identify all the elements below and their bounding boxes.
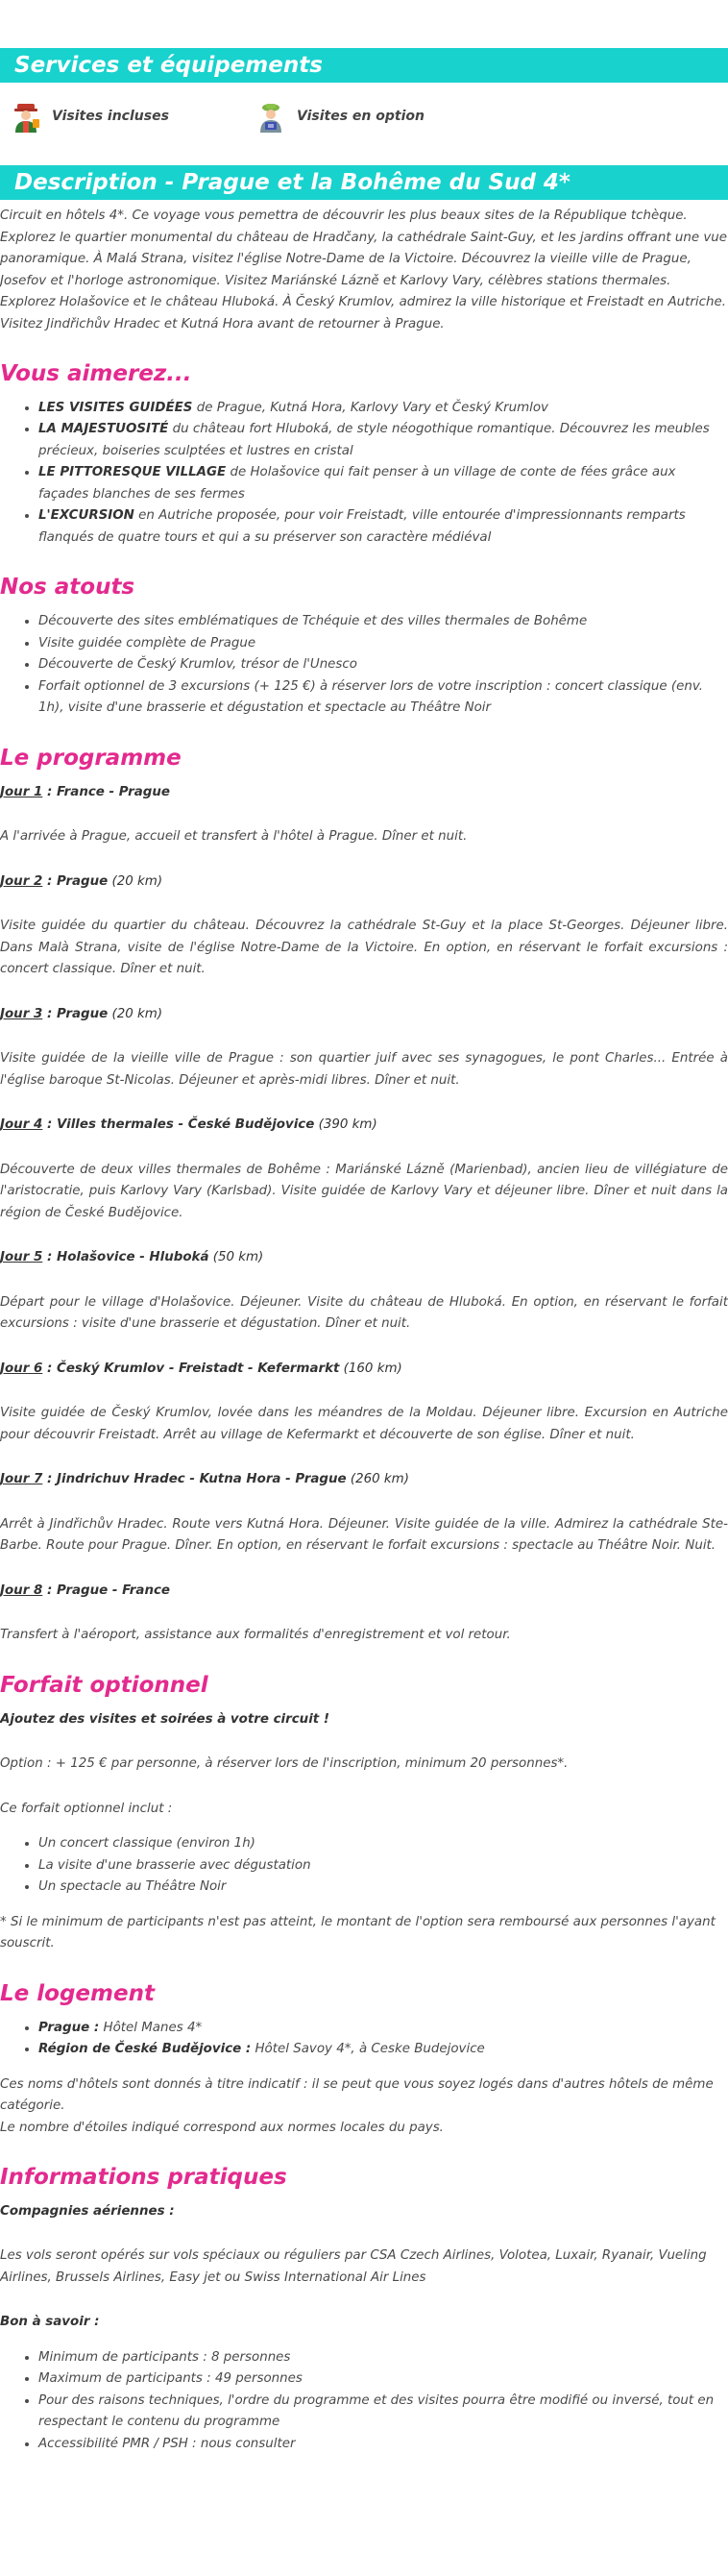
service-optional (255, 102, 485, 133)
list-item: • Découverte des sites emblématiques de Tchéquie et des villes thermales de Bohême (38, 611, 728, 633)
day-heading: Jour 3 : Prague (20 km) (0, 1006, 163, 1021)
list-item: • LA MAJESTUOSITÉ du château fort Hluboká, de style néogothique romantique. Découvrez les meubles précieux, boiseries sculptées et lustres en cristal (38, 419, 728, 462)
day-heading: Jour 4 : Villes thermales - České Budějovice (390 km) (0, 1117, 377, 1133)
day-text: Arrêt à Jindřichův Hradec. Route vers Kutná Hora. Déjeuner. Visite guidée de la ville. Admirez la cathédrale Ste-Barbe. Route pour Prague. Dîner. En option, en réservant le forfait excursions : spectacle au Théâtre Noir. Nuit. (0, 1516, 728, 1554)
day-7 (0, 1469, 728, 1558)
day-heading: Jour 2 : Prague (20 km) (0, 873, 163, 889)
day-2 (0, 871, 728, 981)
day-heading: Jour 5 : Holašovice - Hluboká (50 km) (0, 1250, 264, 1265)
service-included-label: Visites incluses (52, 109, 169, 125)
logement-list (0, 2018, 728, 2061)
guide-optional-icon (255, 102, 287, 133)
compagnies-label: Compagnies aériennes : (0, 2203, 175, 2219)
forfait-list (0, 1833, 728, 1899)
list-item: • Maximum de participants : 49 personnes (38, 2368, 728, 2391)
service-included (10, 102, 240, 133)
compagnies-text: Les vols seront opérés sur vols spéciaux ou réguliers par CSA Czech Airlines, Volotea, Luxair, Ryanair, Vueling Airlines, Brussels Airlines, Easy jet ou Swiss International Air Lines (0, 2248, 707, 2285)
day-text: A l'arrivée à Prague, accueil et transfert à l'hôtel à Prague. Dîner et nuit. (0, 829, 468, 845)
day-6 (0, 1359, 728, 1447)
day-heading: Jour 1 : France - Prague (0, 784, 170, 799)
services-row (0, 98, 728, 136)
description-header (0, 165, 728, 200)
vous-aimerez-list (0, 398, 728, 550)
day-text: Départ pour le village d'Holašovice. Déjeuner. Visite du château de Hluboká. En option, en réservant le forfait excursions : visite d'une brasserie et dégustation. Dîner et nuit. (0, 1294, 728, 1332)
list-item: • Minimum de participants : 8 personnes (38, 2347, 728, 2369)
day-5 (0, 1247, 728, 1336)
guide-icon (10, 102, 42, 133)
content (0, 206, 728, 2466)
infos-title: Informations pratiques (0, 2165, 287, 2191)
day-text: Transfert à l'aéroport, assistance aux formalités d'enregistrement et vol retour. (0, 1628, 511, 1643)
list-item: • Prague : Hôtel Manes 4* (38, 2018, 728, 2040)
list-item: • Découverte de Český Krumlov, trésor de l'Unesco (38, 654, 728, 676)
day-3 (0, 1004, 728, 1092)
forfait-includes-label: Ce forfait optionnel inclut : (0, 1801, 173, 1816)
logement-note-2: Le nombre d'étoiles indiqué correspond aux normes locales du pays. (0, 2120, 444, 2135)
infos-list (0, 2347, 728, 2456)
day-heading: Jour 6 : Český Krumlov - Freistadt - Kefermarkt (160 km) (0, 1361, 402, 1376)
day-text: Visite guidée de la vieille ville de Prague : son quartier juif avec ses synagogues, le pont Charles... Entrée à l'église baroque St-Nicolas. Déjeuner et après-midi libres. Dîner et nuit. (0, 1051, 728, 1088)
day-8 (0, 1581, 728, 1647)
list-item: • LE PITTORESQUE VILLAGE de Holašovice qui fait penser à un village de conte de fées grâce aux façades blanches de ses fermes (38, 462, 728, 505)
vous-aimerez-title: Vous aimerez... (0, 361, 192, 387)
list-item: • Région de České Budějovice : Hôtel Savoy 4*, à Ceske Budejovice (38, 2039, 728, 2061)
day-4 (0, 1115, 728, 1224)
list-item: • Un concert classique (environ 1h) (38, 1833, 728, 1855)
logement-note-1: Ces noms d'hôtels sont donnés à titre indicatif : il se peut que vous soyez logés dans d'autres hôtels de même catégorie. (0, 2076, 714, 2114)
list-item: • La visite d'une brasserie avec dégustation (38, 1855, 728, 1877)
day-text: Visite guidée de Český Krumlov, lovée dans les méandres de la Moldau. Déjeuner libre. Excursion en Autriche pour découvrir Freistadt. Arrêt au village de Kefermarkt et découverte de son église. Dîner et nuit. (0, 1406, 728, 1442)
programme-title: Le programme (0, 745, 182, 771)
list-item: • Forfait optionnel de 3 excursions (+ 125 €) à réserver lors de votre inscription : concert classique (env. 1h), visite d'une brasserie et dégustation et spectacle au Théâtre Noir (38, 676, 728, 720)
forfait-title: Forfait optionnel (0, 1672, 208, 1698)
list-item: • L'EXCURSION en Autriche proposée, pour voir Freistadt, ville entourée d'impressionnants remparts flanqués de quatre tours et qui a su préserver son caractère médiéval (38, 505, 728, 549)
atouts-list (0, 611, 728, 720)
services-header (0, 48, 728, 83)
service-optional-label: Visites en option (297, 109, 425, 125)
day-text: Découverte de deux villes thermales de Bohême : Mariánské Lázně (Marienbad), ancien lieu de villégiature de l'aristocratie, puis Karlovy Vary (Karlsbad). Visite guidée de Karlovy Vary et déjeuner libre. Dîner et nuit dans la région de České Budějovice. (0, 1162, 728, 1220)
forfait-subtitle: Ajoutez des visites et soirées à votre circuit ! (0, 1711, 329, 1727)
list-item: • Pour des raisons techniques, l'ordre du programme et des visites pourra être modifié ou inversé, tout en respectant le contenu du programme (38, 2391, 728, 2434)
list-item: • Accessibilité PMR / PSH : nous consulter (38, 2434, 728, 2456)
services-title: Services et équipements (14, 53, 323, 78)
day-heading: Jour 7 : Jindrichuv Hradec - Kutna Hora - Prague (260 km) (0, 1472, 409, 1487)
list-item: • LES VISITES GUIDÉES de Prague, Kutná Hora, Karlovy Vary et Český Krumlov (38, 398, 728, 420)
bon-a-savoir-label: Bon à savoir : (0, 2315, 100, 2330)
atouts-title: Nos atouts (0, 575, 135, 601)
list-item: • Un spectacle au Théâtre Noir (38, 1877, 728, 1899)
forfait-note: * Si le minimum de participants n'est pas atteint, le montant de l'option sera remboursé aux personnes l'ayant souscrit. (0, 1914, 716, 1951)
day-heading: Jour 8 : Prague - France (0, 1582, 170, 1598)
description-intro: Circuit en hôtels 4*. Ce voyage vous pemettra de découvrir les plus beaux sites de la République tchèque. Explorez le quartier monumental du château de Hradčany, la cathédrale Saint-Guy, et les jardins offrant une vue panoramique. À Malá Strana, visitez l'église Notre-Dame de la Victoire. Découvrez la vieille ville de Prague, Josefov et l'horloge astronomique. Visitez Mariánské Lázně et Karlovy Vary, célèbres stations thermales. Explorez Holašovice et le château Hluboká. À Český Krumlov, admirez la ville historique et Freistadt en Autriche. Visitez Jindřichův Hradec et Kutná Hora avant de retourner à Prague. (0, 209, 727, 331)
list-item: • Visite guidée complète de Prague (38, 633, 728, 655)
description-title: Description - Prague et la Bohême du Sud 4* (14, 170, 570, 195)
forfait-option: Option : + 125 € par personne, à réserver lors de l'inscription, minimum 20 personnes*. (0, 1756, 569, 1772)
logement-title: Le logement (0, 1980, 155, 2006)
day-text: Visite guidée du quartier du château. Découvrez la cathédrale St-Guy et la place St-Georges. Déjeuner libre. Dans Malà Strana, visite de l'église Notre-Dame de la Victoire. En option, en réservant le forfait excursions : concert classique. Dîner et nuit. (0, 919, 728, 977)
day-1 (0, 782, 728, 848)
